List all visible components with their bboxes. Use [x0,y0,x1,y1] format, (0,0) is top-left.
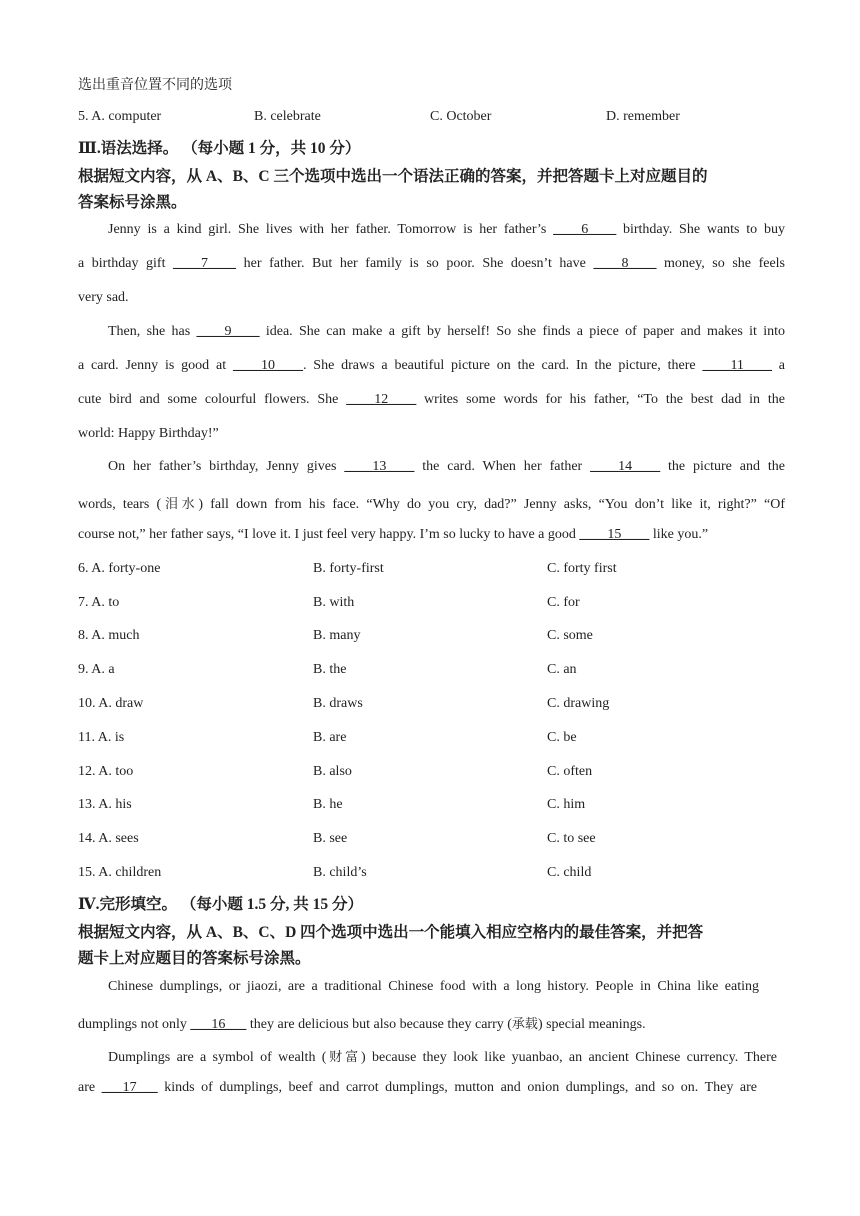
option-15-c: C. child [547,865,592,880]
option-9-c: C. an [547,662,577,677]
option-8-a: 8. A. much [78,628,140,643]
q5-option-d: D. remember [606,109,680,124]
blank-6: ____6____ [553,222,617,237]
q5-option-c: C. October [430,109,492,124]
option-11-a: 11. A. is [78,730,125,745]
option-11-b: B. are [313,730,347,745]
blank-17: ___17___ [101,1080,158,1095]
option-9-a: 9. A. a [78,662,115,677]
option-6-a: 6. A. forty-one [78,561,161,576]
option-14-a: 14. A. sees [78,831,139,846]
q5-a-text: A. computer [91,109,162,124]
option-6-c: C. forty first [547,561,617,576]
section-4-instruction-line-1: 根据短文内容，从 A、B、C、D 四个选项中选出一个能填入相应空格内的最佳答案，并把答 [78,924,704,941]
blank-15: ____15____ [579,527,650,542]
option-12-c: C. often [547,764,593,779]
option-13-b: B. he [313,797,343,812]
option-15-a: 15. A. children [78,865,162,880]
passage-2-line-4: are ___17___ kinds of dumplings, beef and carrot dumplings, mutton and onion dumplings, and so on. They are [78,1080,757,1095]
blank-13: ____13____ [344,459,415,474]
option-10-a: 10. A. draw [78,696,144,711]
option-9-b: B. the [313,662,347,677]
option-6-b: B. forty-first [313,561,384,576]
option-14-b: B. see [313,831,348,846]
passage-1-line-10: course not,” her father says, “I love it. I just feel very happy. I’m so lucky to have a good ____15____ like you.” [78,527,709,542]
blank-14: ____14____ [590,459,661,474]
option-8-c: C. some [547,628,593,643]
option-8-b: B. many [313,628,361,643]
option-11-c: C. be [547,730,577,745]
blank-10: ____10____ [232,358,303,373]
option-10-b: B. draws [313,696,363,711]
blank-12: ____12____ [346,392,417,407]
passage-1-line-4: Then, she has ____9____ idea. She can make a gift by herself! So she finds a piece of paper and makes it into [108,324,786,339]
option-7-c: C. for [547,595,580,610]
passage-2-line-2: dumplings not only ___16___ they are delicious but also because they carry (承载) special meanings. [78,1017,646,1032]
passage-1-line-9: words, tears (泪水) fall down from his face. “Why do you cry, dad?” Jenny asks, “You don’t like it, right?” “Of [78,497,785,512]
section-4-instruction-line-2: 题卡上对应题目的答案标号涂黑。 [78,950,311,967]
section-3-heading: Ⅲ.语法选择。 （每小题 1 分，共 10 分） [78,140,361,157]
blank-7: ____7____ [173,256,237,271]
option-12-a: 12. A. too [78,764,134,779]
blank-8: ____8____ [593,256,657,271]
passage-2-line-3: Dumplings are a symbol of wealth (财富) because they look like yuanbao, an ancient Chinese currency. There [108,1050,777,1065]
passage-1-line-2: a birthday gift ____7____ her father. But her family is so poor. She doesn’t have ____8____ money, so she feels [78,256,785,271]
q5-option-a [78,109,161,125]
q5-instruction: 选出重音位置不同的选项 [78,78,232,93]
option-10-c: C. drawing [547,696,610,711]
option-7-a: 7. A. to [78,595,120,610]
q5-option-b: B. celebrate [254,109,321,124]
passage-1-line-3: very sad. [78,290,129,305]
option-13-c: C. him [547,797,586,812]
passage-1-line-8: On her father’s birthday, Jenny gives ____13____ the card. When her father ____14____ the picture and the [108,459,786,474]
passage-1-line-7: world: Happy Birthday!” [78,426,219,441]
passage-1-line-6: cute bird and some colourful flowers. She ____12____ writes some words for his father, “To the best dad in the [78,392,785,407]
section-3-instruction-line-2: 答案标号涂黑。 [78,194,187,211]
option-14-c: C. to see [547,831,596,846]
passage-2-line-1: Chinese dumplings, or jiaozi, are a traditional Chinese food with a long history. People in China like eating [108,979,759,994]
option-13-a: 13. A. his [78,797,132,812]
passage-1-line-1: Jenny is a kind girl. She lives with her father. Tomorrow is her father’s ____6____ birthday. She wants to buy [108,222,785,237]
blank-16: ___16___ [190,1017,247,1032]
option-12-b: B. also [313,764,352,779]
section-3-instruction-line-1: 根据短文内容，从 A、B、C 三个选项中选出一个语法正确的答案，并把答题卡上对应题目的 [78,168,708,185]
passage-1-line-5: a card. Jenny is good at ____10____. She draws a beautiful picture on the card. In the picture, there ____11____ a [78,358,785,373]
q5-number: 5. [78,109,89,124]
blank-9: ____9____ [196,324,260,339]
section-4-heading: Ⅳ.完形填空。 （每小题 1.5 分, 共 15 分） [78,896,363,913]
option-15-b: B. child’s [313,865,367,880]
blank-11: ____11____ [702,358,772,373]
option-7-b: B. with [313,595,355,610]
